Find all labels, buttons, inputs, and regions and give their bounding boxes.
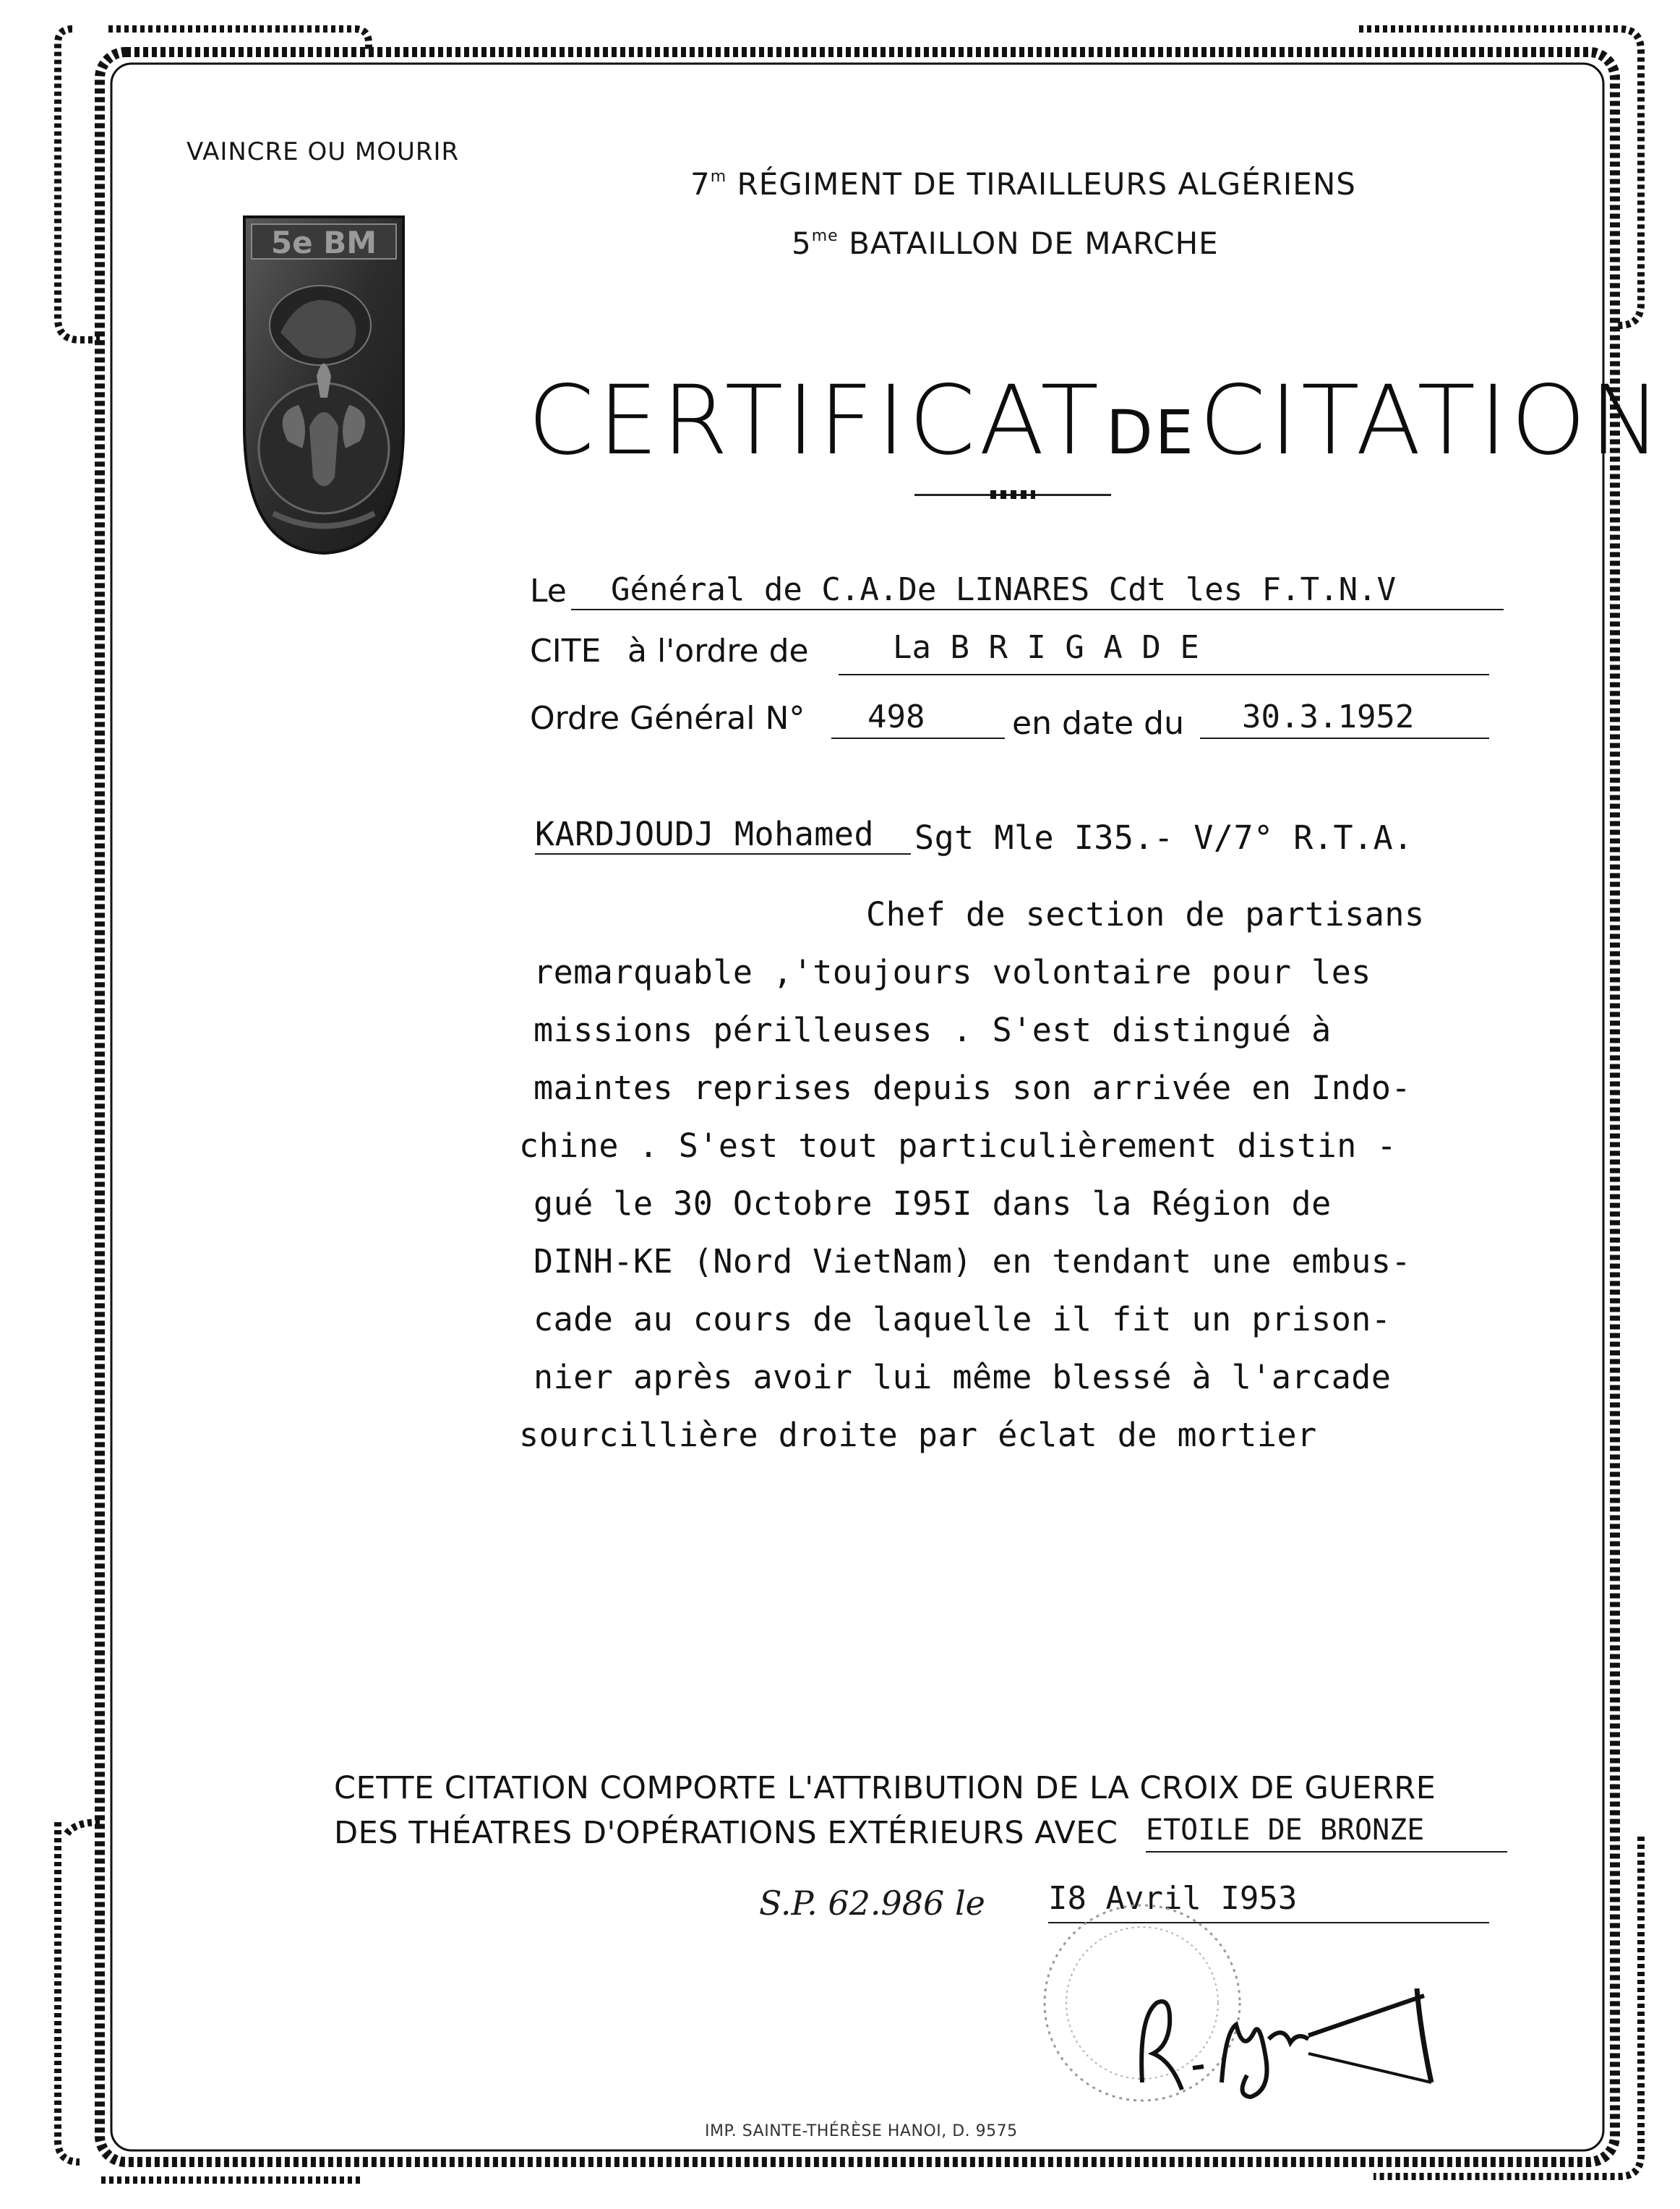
award-line-1: CETTE CITATION COMPORTE L'ATTRIBUTION DE LA CROIX DE GUERRE: [334, 1770, 1436, 1806]
insignia-label: 5e BM: [270, 225, 377, 260]
general-value: Général de C.A.De LINARES Cdt les F.T.N.V: [611, 571, 1397, 608]
citation-line: gué le 30 Octobre I95I dans la Région de: [533, 1184, 1332, 1223]
place-prefix: S.P. 62.986 le: [759, 1884, 985, 1923]
regiment-number: 7: [690, 166, 711, 202]
ordre-label: à l'ordre de: [627, 633, 809, 670]
document-title: [528, 365, 1665, 477]
regiment-heading: [690, 166, 1356, 202]
citation-line: DINH-KE (Nord VietNam) en tendant une embus-: [533, 1242, 1412, 1281]
citation-line: maintes reprises depuis son arrivée en Indo-: [533, 1069, 1412, 1107]
award-value: ETOILE DE BRONZE: [1146, 1813, 1425, 1847]
printer-credit: IMP. SAINTE-THÉRÈSE HANOI, D. 9575: [705, 2122, 1018, 2140]
ordre-number: 498: [867, 698, 925, 735]
citation-line: remarquable ,'toujours volontaire pour les: [533, 953, 1371, 991]
regiment-number-suffix: m: [710, 168, 727, 186]
regiment-name: RÉGIMENT DE TIRAILLEURS ALGÉRIENS: [737, 166, 1356, 202]
citation-line: sourcillière droite par éclat de mortier: [519, 1416, 1317, 1454]
signature-icon: [1128, 1974, 1446, 2107]
ordre-general-label: Ordre Général N°: [530, 700, 805, 737]
le-label: Le: [530, 573, 567, 610]
title-part-certificat: CERTIFICAT: [528, 365, 1102, 477]
signature-text: R. Nyn: [1128, 1974, 1131, 1975]
battalion-number: 5: [792, 226, 812, 261]
regimental-insignia-icon: [230, 210, 418, 560]
ordre-underline: [839, 674, 1489, 675]
title-divider-dots: [990, 490, 1035, 499]
general-underline: [571, 609, 1504, 610]
ordre-number-underline: [831, 738, 1005, 739]
soldier-name-underline: [535, 853, 911, 855]
battalion-number-suffix: me: [811, 227, 839, 245]
citation-line: missions périlleuses . S'est distingué à: [533, 1011, 1332, 1049]
citation-line: chine . S'est tout particulièrement distin -: [519, 1127, 1397, 1165]
cite-label: CITE: [530, 633, 601, 670]
signature-date: I8 Avril I953: [1048, 1880, 1298, 1917]
soldier-rank-info: Sgt Mle I35.- V/7° R.T.A.: [914, 819, 1413, 857]
title-part-citation: CITATION: [1199, 365, 1665, 477]
date-underline: [1200, 738, 1489, 739]
ordre-value: La B R I G A D E: [893, 629, 1199, 666]
battalion-name: BATAILLON DE MARCHE: [849, 226, 1219, 261]
date-value: 30.3.1952: [1242, 698, 1415, 735]
soldier-name: KARDJOUDJ Mohamed: [535, 815, 875, 853]
citation-line: Chef de section de partisans: [866, 895, 1425, 933]
citation-line: nier après avoir lui même blessé à l'arcade: [533, 1358, 1392, 1396]
title-part-de: DE: [1106, 397, 1196, 468]
battalion-heading: [792, 226, 1219, 261]
award-line-2-prefix: DES THÉATRES D'OPÉRATIONS EXTÉRIEURS AVEC: [334, 1815, 1118, 1851]
citation-line: cade au cours de laquelle il fit un prison-: [533, 1300, 1392, 1338]
motto: VAINCRE OU MOURIR: [187, 137, 460, 166]
date-label: en date du: [1012, 705, 1184, 742]
award-underline: [1146, 1851, 1507, 1853]
